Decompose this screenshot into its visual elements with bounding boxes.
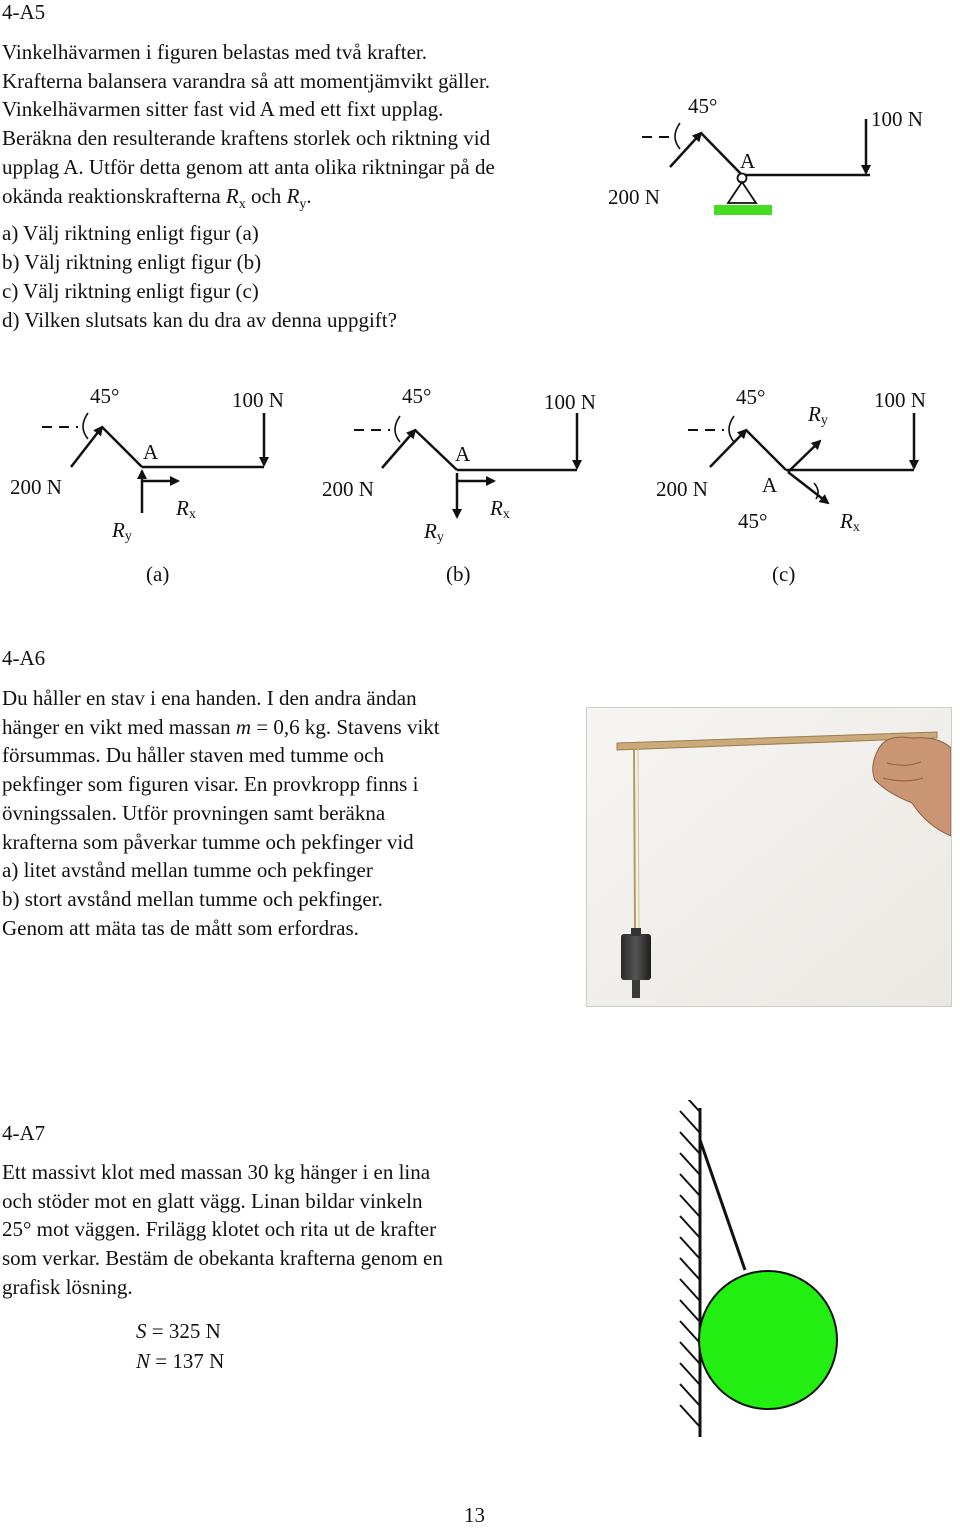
hatch-line xyxy=(680,1321,700,1343)
a6-text xyxy=(2,684,440,942)
force-arrow-200 xyxy=(71,427,102,467)
hatch-line xyxy=(680,1132,700,1154)
hatch-line xyxy=(680,1405,700,1427)
subfigure-c xyxy=(646,375,956,590)
hatch-line xyxy=(680,1384,700,1406)
hatch-line xyxy=(680,1153,700,1175)
heading-4a6: 4-A6 xyxy=(2,646,46,670)
hatch-line xyxy=(680,1342,700,1364)
force-label-200: 200 N xyxy=(322,477,374,501)
weight xyxy=(621,934,651,980)
hatch-line xyxy=(680,1174,700,1196)
support-label: A xyxy=(762,473,778,497)
a5-line: upplag A. Utför detta genom att anta olika riktningar på de xyxy=(2,154,495,179)
task-a: a) Välj riktning enligt figur (a) xyxy=(2,221,259,246)
hatch-line xyxy=(680,1195,700,1217)
hatch-line xyxy=(680,1363,700,1385)
ry-label: Ry xyxy=(808,402,828,428)
a7-text xyxy=(2,1158,443,1302)
angle-label: 45° xyxy=(736,385,766,409)
force-label-200: 200 N xyxy=(656,477,708,501)
force-label-200: 200 N xyxy=(10,475,62,499)
a5-text xyxy=(2,38,495,334)
heading-4a5: 4-A5 xyxy=(2,0,46,24)
rx-label: Rx xyxy=(840,509,860,535)
a6-line: b) stort avstånd mellan tumme och pekfinger. xyxy=(2,886,383,911)
a5-line: Beräkna den resulterande kraftens storlek och riktning vid xyxy=(2,126,491,151)
task-b: b) Välj riktning enligt figur (b) xyxy=(2,250,262,275)
rx-arrow xyxy=(788,472,828,503)
photo-drawing xyxy=(587,708,951,1006)
hatch-line xyxy=(680,1111,700,1133)
a6-line: krafterna som påverkar tumme och pekfinger vid xyxy=(2,829,414,854)
support-label: A xyxy=(740,149,756,173)
support-ground xyxy=(714,205,772,215)
support-triangle xyxy=(728,182,756,203)
a6-line: försummas. Du håller staven med tumme och xyxy=(2,743,384,768)
caption-a: (a) xyxy=(146,562,170,586)
hatch-line xyxy=(680,1100,700,1112)
a6-line: hänger en vikt med massan m = 0,6 kg. Stavens vikt xyxy=(2,714,440,739)
answer-s: S = 325 N xyxy=(136,1319,221,1343)
angle-label-2: 45° xyxy=(738,509,768,533)
hatch-line xyxy=(680,1300,700,1322)
a6-line: a) litet avstånd mellan tumme och pekfinger xyxy=(2,858,373,883)
ry-label: Ry xyxy=(424,519,444,545)
caption-c: (c) xyxy=(772,562,796,586)
ball xyxy=(699,1271,837,1409)
force-label-200: 200 N xyxy=(608,185,660,209)
page-number: 13 xyxy=(464,1503,485,1527)
answer-n: N = 137 N xyxy=(136,1349,225,1373)
subfigure-a xyxy=(0,375,310,590)
a7-line: grafisk lösning. xyxy=(2,1274,133,1299)
ry-arrow xyxy=(788,441,820,472)
force-arrow-200 xyxy=(382,430,415,468)
task-c: c) Välj riktning enligt figur (c) xyxy=(2,278,259,303)
task-d: d) Vilken slutsats kan du dra av denna uppgift? xyxy=(2,307,397,332)
force-label-100: 100 N xyxy=(871,107,923,131)
subfigure-b xyxy=(312,375,622,590)
angle-label: 45° xyxy=(688,94,718,118)
hatch-line xyxy=(680,1279,700,1301)
support-label: A xyxy=(143,440,159,464)
support-label: A xyxy=(455,442,471,466)
ball-wall-figure xyxy=(640,1100,870,1445)
force-label-100: 100 N xyxy=(874,388,926,412)
wall-hatching xyxy=(680,1100,700,1427)
a6-line: Genom att mäta tas de mått som erfordras. xyxy=(2,915,359,940)
hatch-line xyxy=(680,1216,700,1238)
photo-hand-stick-weight xyxy=(586,707,952,1007)
string xyxy=(634,748,635,930)
a5-line: Vinkelhävarmen sitter fast vid A med ett fixt upplag. xyxy=(2,97,444,122)
a7-line: och stöder mot en glatt vägg. Linan bildar vinkeln xyxy=(2,1188,423,1213)
heading-4a7: 4-A7 xyxy=(2,1121,46,1145)
lever-main-figure xyxy=(600,85,950,225)
a6-line: pekfinger som figuren visar. En provkropp finns i xyxy=(2,772,419,797)
a7-line: Ett massivt klot med massan 30 kg hänger i en lina xyxy=(2,1160,431,1184)
hatch-line xyxy=(680,1237,700,1259)
angle-label: 45° xyxy=(402,384,432,408)
a6-line: Du håller en stav i ena handen. I den andra ändan xyxy=(2,686,417,710)
caption-b: (b) xyxy=(446,562,471,586)
a7-line: som verkar. Bestäm de obekanta krafterna genom en xyxy=(2,1246,443,1271)
a5-line: Krafterna balansera varandra så att momentjämvikt gäller. xyxy=(2,68,491,93)
a7-line: 25° mot väggen. Frilägg klotet och rita ut de krafter xyxy=(2,1217,437,1242)
force-label-100: 100 N xyxy=(232,388,284,412)
a6-line: övningssalen. Utför provningen samt beräkna xyxy=(2,800,386,825)
rx-label: Rx xyxy=(176,496,196,522)
angle-label: 45° xyxy=(90,384,120,408)
ry-label: Ry xyxy=(112,518,132,544)
a5-line: okända reaktionskrafterna $R_x$ och $R_y$. xyxy=(2,183,312,212)
rope xyxy=(700,1140,745,1270)
force-arrow-200 xyxy=(710,430,746,467)
force-label-100: 100 N xyxy=(544,390,596,414)
hatch-line xyxy=(680,1258,700,1280)
a5-line: Vinkelhävarmen i figuren belastas med två krafter. xyxy=(2,40,427,64)
rx-label: Rx xyxy=(490,496,510,522)
